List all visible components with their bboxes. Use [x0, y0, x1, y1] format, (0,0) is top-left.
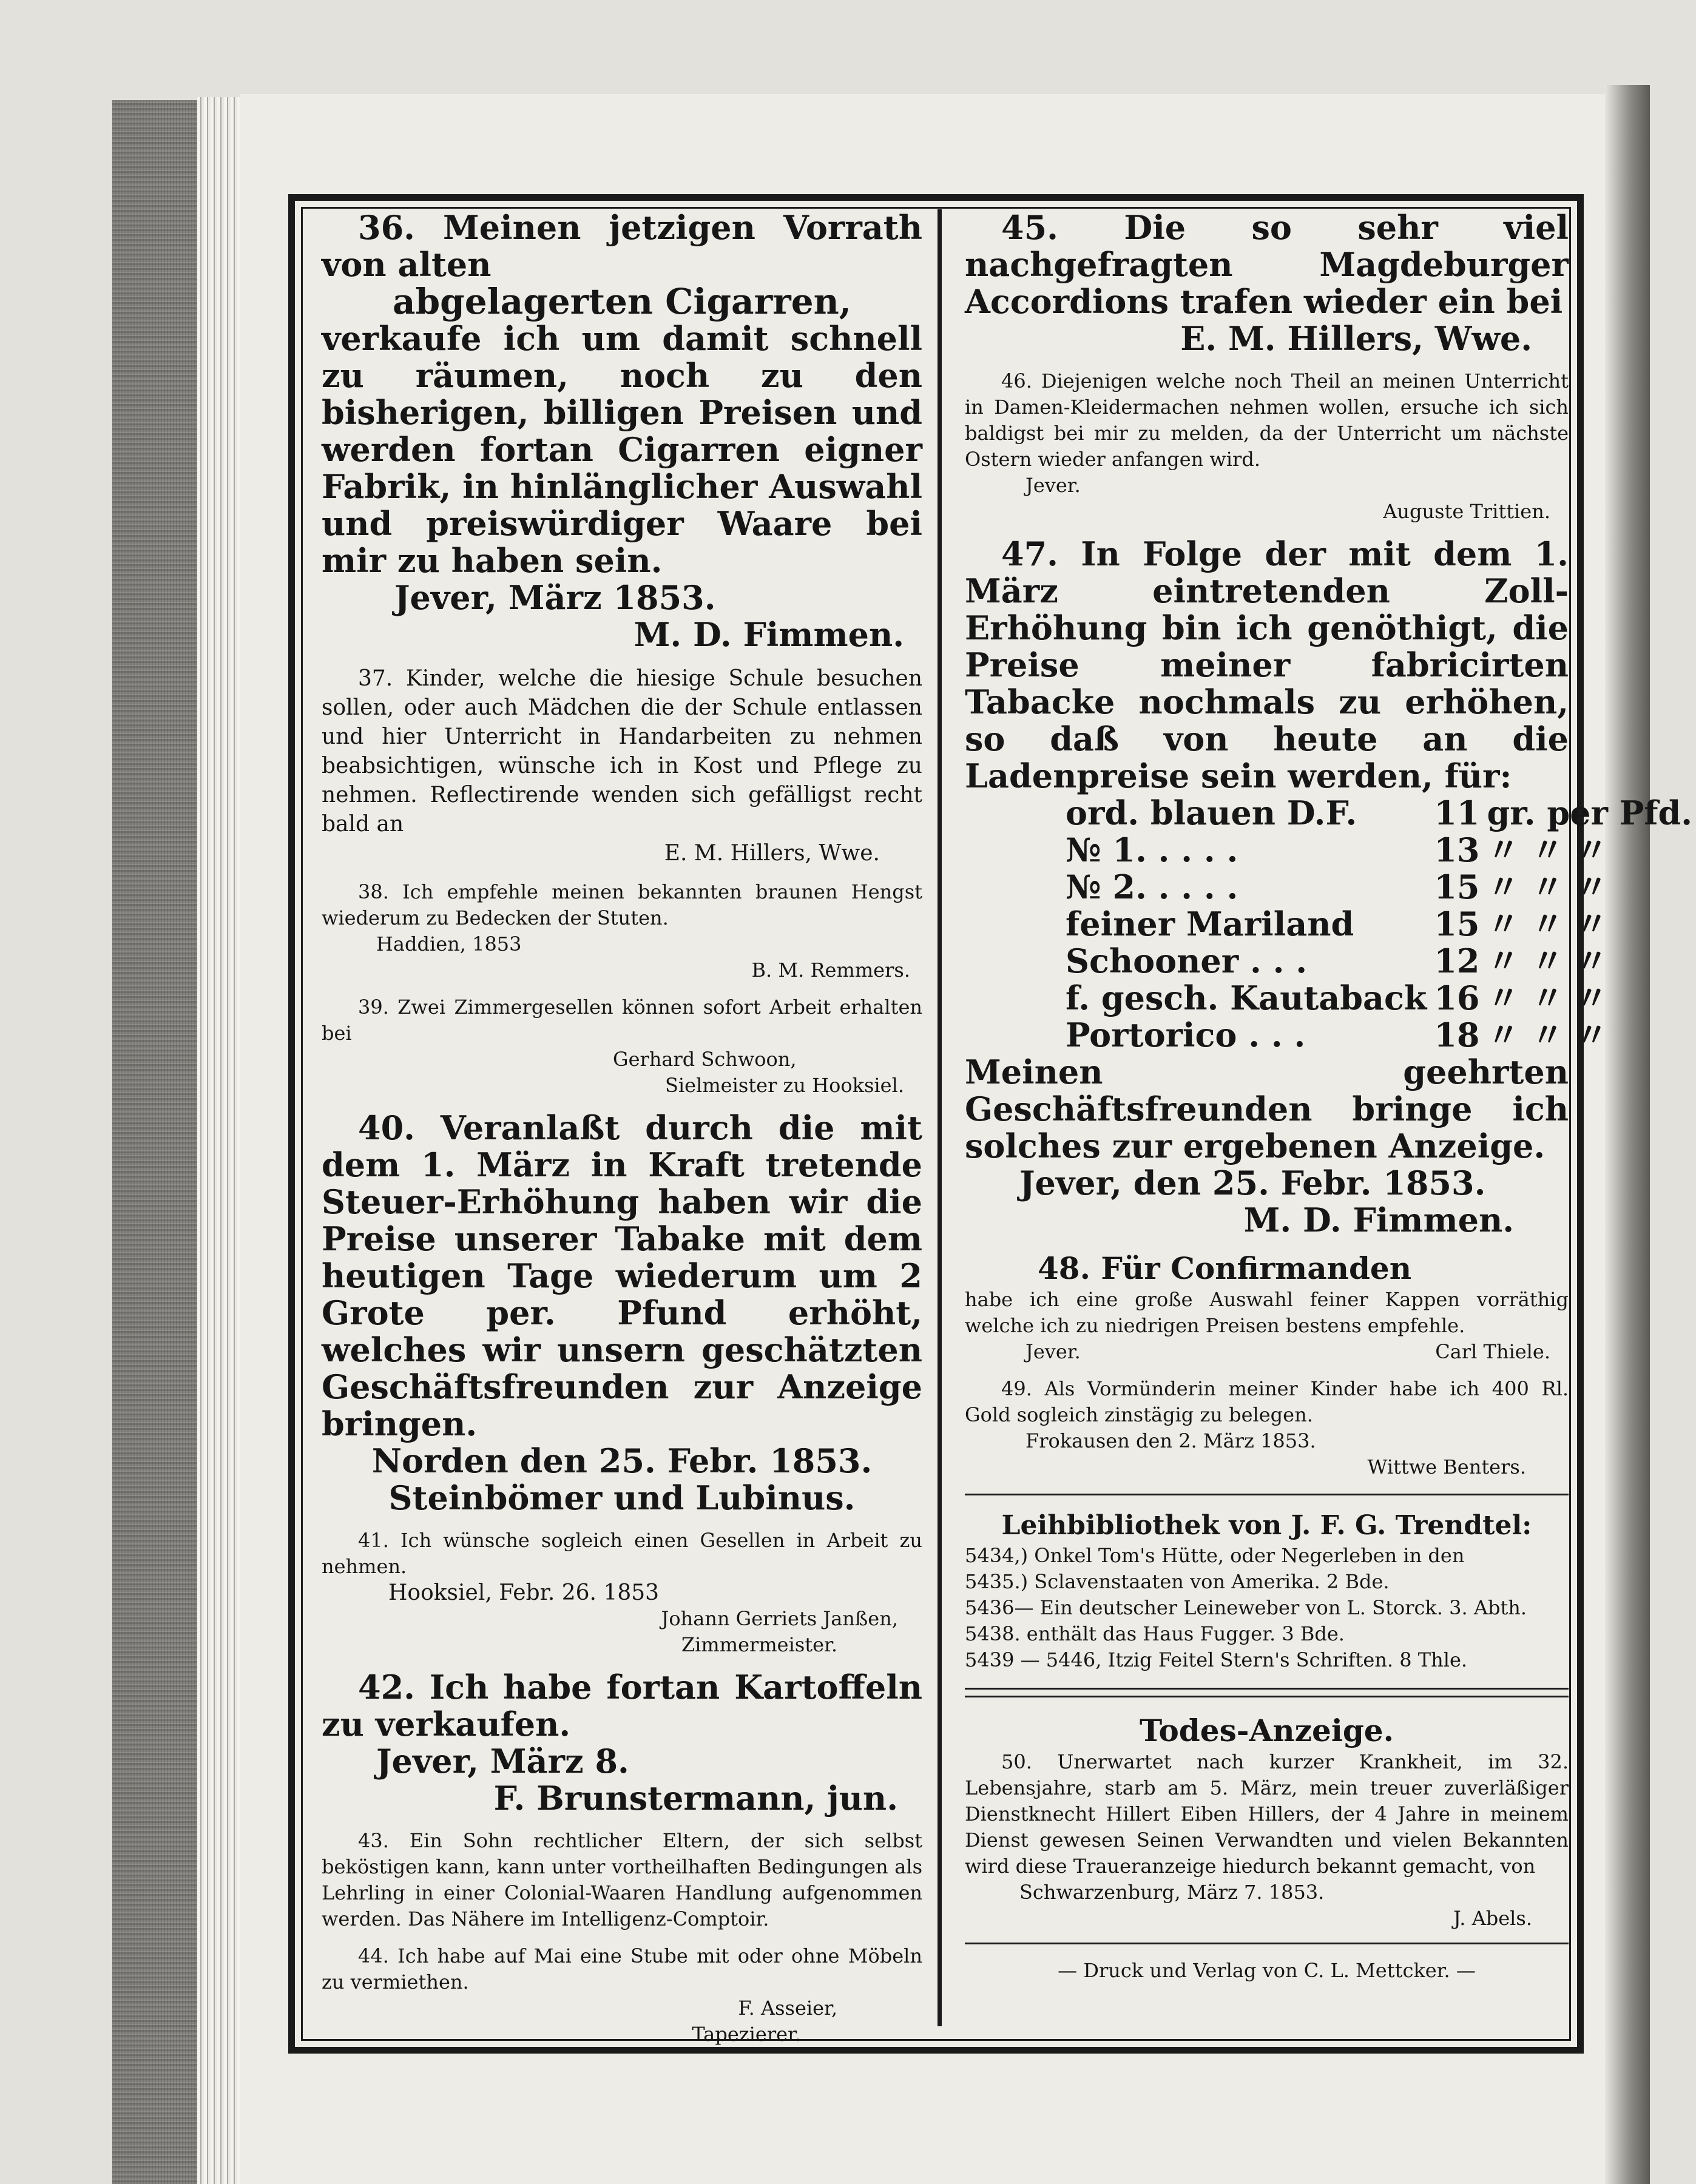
price-row: [1062, 980, 1696, 1017]
price-price: 18: [1434, 1016, 1480, 1054]
price-price: 11: [1434, 794, 1480, 832]
price-row: [1062, 943, 1696, 980]
death-notice-place: Schwarzenburg, März 7. 1853.: [1019, 1881, 1325, 1904]
price-unit: 〃 〃 〃: [1487, 831, 1609, 869]
ad-48-signature: Carl Thiele.: [1435, 1340, 1550, 1363]
price-row: [1062, 869, 1696, 906]
book-spine: [112, 100, 197, 2184]
ad-44-signature-title: Tapezierer.: [692, 2023, 801, 2046]
ad-49-signature: Wittwe Benters.: [1367, 1455, 1526, 1478]
ad-39-body: 39. Zwei Zimmergesellen können sofort Arbeit erhalten bei: [322, 996, 922, 1045]
ad-40-signature: Steinbömer und Lubinus.: [388, 1478, 856, 1517]
column-divider: [938, 209, 942, 2026]
ad-36: [322, 209, 922, 653]
gutter-shadow: [1605, 85, 1650, 2184]
ad-37-signature: E. M. Hillers, Wwe.: [664, 841, 880, 866]
ad-36-signature: M. D. Fimmen.: [633, 615, 904, 654]
ad-42-place: Jever, März 8.: [376, 1742, 629, 1781]
price-name: f. gesch. Kautaback: [1066, 979, 1427, 1017]
ad-47-place: Jever, den 25. Febr. 1853.: [1019, 1164, 1486, 1202]
ad-37: [322, 664, 922, 868]
ad-47-body: 47. In Folge der mit dem 1. März eintretenden Zoll-Erhöhung bin ich genöthigt, die Preise meiner fabricirten Tabacke nochmals zu erhöhen, so daß von heute an die Ladenpreise sein werden, für:: [965, 534, 1569, 795]
imprint-footer: — Druck und Verlag von C. L. Mettcker. —: [1058, 1959, 1476, 1982]
price-row: [1062, 832, 1696, 869]
price-price: 12: [1434, 942, 1480, 980]
ad-41-body: 41. Ich wünsche sogleich einen Gesellen in Arbeit zu nehmen.: [322, 1529, 922, 1578]
left-column: [322, 209, 922, 2048]
right-column: [965, 208, 1693, 1984]
ad-42-body: 42. Ich habe fortan Kartoffeln zu verkaufen.: [322, 1668, 922, 1744]
ad-44-body: 44. Ich habe auf Mai eine Stube mit oder ohne Möbeln zu vermiethen.: [322, 1944, 922, 1994]
ad-47-signature: M. D. Fimmen.: [1243, 1201, 1514, 1239]
price-price: 15: [1434, 868, 1480, 906]
price-row: [1062, 1017, 1696, 1054]
ad-36-line1: 36. Meinen jetzigen Vorrath von alten: [322, 208, 922, 284]
death-notice-signature: J. Abels.: [1453, 1907, 1532, 1930]
ad-41: [322, 1528, 922, 1658]
ad-47: [965, 534, 1693, 1239]
ad-39: [322, 994, 922, 1099]
price-unit: gr. per Pfd.: [1487, 794, 1693, 832]
ad-42: [322, 1669, 922, 1817]
separator-double-rule: [965, 1688, 1569, 1697]
ad-46-signature: Auguste Trittien.: [1383, 500, 1550, 523]
price-row: [1062, 795, 1696, 832]
ad-49-body: 49. Als Vormünderin meiner Kinder habe ich 400 Rl. Gold sogleich zinstägig zu belegen.: [965, 1377, 1569, 1426]
ad-36-body: verkaufe ich um damit schnell zu räumen, noch zu den bisherigen, billigen Preisen und werden fortan Cigarren eigner Fabrik, in hinlänglicher Auswahl und preiswürdiger Waare bei mir zu haben sein.: [322, 319, 922, 580]
library-item: 5436— Ein deutscher Leineweber von L. Storck. 3. Abth.: [965, 1596, 1527, 1619]
ad-46-body: 46. Diejenigen welche noch Theil an meinen Unterricht in Damen-Kleidermachen nehmen wollen, ersuche ich sich baldigst bei mir zu melden, da der Unterricht um nächste Ostern wieder anfangen wird.: [965, 369, 1569, 471]
ad-48: [965, 1250, 1569, 1365]
separator-rule: [965, 1494, 1569, 1495]
price-name: Portorico . . .: [1066, 1016, 1306, 1054]
ad-43: [322, 1828, 922, 1932]
death-notice: [965, 1712, 1569, 1932]
library-items: [965, 1543, 1569, 1673]
ad-49: [965, 1376, 1569, 1480]
ad-42-signature: F. Brunstermann, jun.: [493, 1779, 898, 1818]
library-item: 5434,) Onkel Tom's Hütte, oder Negerleben in den: [965, 1544, 1465, 1567]
price-name: Schooner . . .: [1066, 942, 1308, 980]
library-item: 5438. enthält das Haus Fugger. 3 Bde.: [965, 1622, 1345, 1645]
price-unit: 〃 〃 〃: [1487, 942, 1609, 980]
library-notice: [965, 1509, 1569, 1673]
ad-40-place: Norden den 25. Febr. 1853.: [371, 1441, 873, 1480]
ad-36-place: Jever, März 1853.: [394, 578, 716, 617]
ad-45: [965, 209, 1569, 357]
price-unit: 〃 〃 〃: [1487, 868, 1609, 906]
price-unit: 〃 〃 〃: [1487, 979, 1609, 1017]
ad-48-place: Jever.: [1025, 1340, 1081, 1363]
price-price: 16: [1434, 979, 1480, 1017]
ad-41-place: Hooksiel, Febr. 26. 1853: [388, 1580, 660, 1605]
ad-48-title: 48. Für Confirmanden: [1038, 1250, 1412, 1286]
ad-44: [322, 1943, 922, 2048]
ad-38-signature: B. M. Remmers.: [751, 959, 910, 982]
ad-39-signature-title: Sielmeister zu Hooksiel.: [665, 1074, 904, 1097]
price-row: [1062, 906, 1696, 943]
ad-43-body: 43. Ein Sohn rechtlicher Eltern, der sich selbst beköstigen kann, kann unter vortheilhaften Bedingungen als Lehrling in einer Colonial-Waaren Handlung aufgenommen werden. Das Nähere im Intelligenz-Comptoir.: [322, 1829, 922, 1930]
ad-37-body: 37. Kinder, welche die hiesige Schule besuchen sollen, oder auch Mädchen die der Schule entlassen und hier Unterricht in Handarbeiten zu nehmen beabsichtigen, wünsche ich in Kost und Pflege zu nehmen. Reflectirende wenden sich gefälligst recht bald an: [322, 666, 922, 837]
ad-48-body: habe ich eine große Auswahl feiner Kappen vorräthig welche ich zu niedrigen Preisen bestens empfehle.: [965, 1288, 1569, 1337]
footer-rule: [965, 1943, 1569, 1944]
ad-41-signature-title: Zimmermeister.: [681, 1633, 837, 1656]
ad-38-body: 38. Ich empfehle meinen bekannten braunen Hengst wiederum zu Bedecken der Stuten.: [322, 880, 922, 929]
price-unit: 〃 〃 〃: [1487, 905, 1609, 943]
ad-38: [322, 879, 922, 983]
ad-40: [322, 1110, 922, 1517]
ad-49-place: Frokausen den 2. März 1853.: [1025, 1429, 1316, 1452]
ad-46-place: Jever.: [1025, 474, 1081, 497]
ad-46: [965, 368, 1569, 525]
death-notice-body: 50. Unerwartet nach kurzer Krankheit, im 32. Lebensjahre, starb am 5. März, mein treuer zuverläßiger Dienstknecht Hillert Eiben Hillers, der 4 Jahre in meinem Dienst gewesen Seinen Verwandten und vielen Bekannten wird diese Traueranzeige hiedurch bekannt gemacht, von: [965, 1750, 1569, 1878]
death-notice-title: Todes-Anzeige.: [1139, 1713, 1394, 1748]
price-name: ord. blauen D.F.: [1066, 794, 1357, 832]
library-title: Leihbibliothek von J. F. G. Trendtel:: [1001, 1510, 1532, 1541]
price-unit: 〃 〃 〃: [1487, 1016, 1609, 1054]
page-edges: [197, 97, 240, 2184]
library-item: 5435.) Sclavenstaaten von Amerika. 2 Bde.: [965, 1570, 1390, 1593]
ad-44-signature-name: F. Asseier,: [738, 1997, 837, 2020]
ad-40-body: 40. Veranlaßt durch die mit dem 1. März in Kraft tretende Steuer-Erhöhung haben wir die Preise unserer Tabake mit dem heutigen Tage wiederum um 2 Grote per. Pfund erhöht, welches wir unsern geschätzten Geschäftsfreunden zur Anzeige bringen.: [322, 1108, 922, 1443]
ad-38-place: Haddien, 1853: [376, 932, 522, 956]
ad-47-after: Meinen geehrten Geschäftsfreunden bringe ich solches zur ergebenen Anzeige.: [965, 1053, 1569, 1165]
ad-36-line2: abgelagerten Cigarren,: [393, 281, 851, 322]
ad-39-signature-name: Gerhard Schwoon,: [613, 1048, 797, 1071]
price-name: № 1. . . . .: [1066, 831, 1238, 869]
price-name: feiner Mariland: [1066, 905, 1354, 943]
price-price: 13: [1434, 831, 1480, 869]
ad-41-signature-name: Johann Gerriets Janßen,: [661, 1607, 898, 1630]
ad-45-signature: E. M. Hillers, Wwe.: [1180, 319, 1532, 358]
price-price: 15: [1434, 905, 1480, 943]
ad-45-body: 45. Die so sehr viel nachgefragten Magdeburger Accordions trafen wieder ein bei: [965, 208, 1569, 321]
price-name: № 2. . . . .: [1066, 868, 1238, 906]
library-item: 5439 — 5446, Itzig Feitel Stern's Schriften. 8 Thle.: [965, 1648, 1468, 1671]
price-table: [1062, 795, 1696, 1054]
